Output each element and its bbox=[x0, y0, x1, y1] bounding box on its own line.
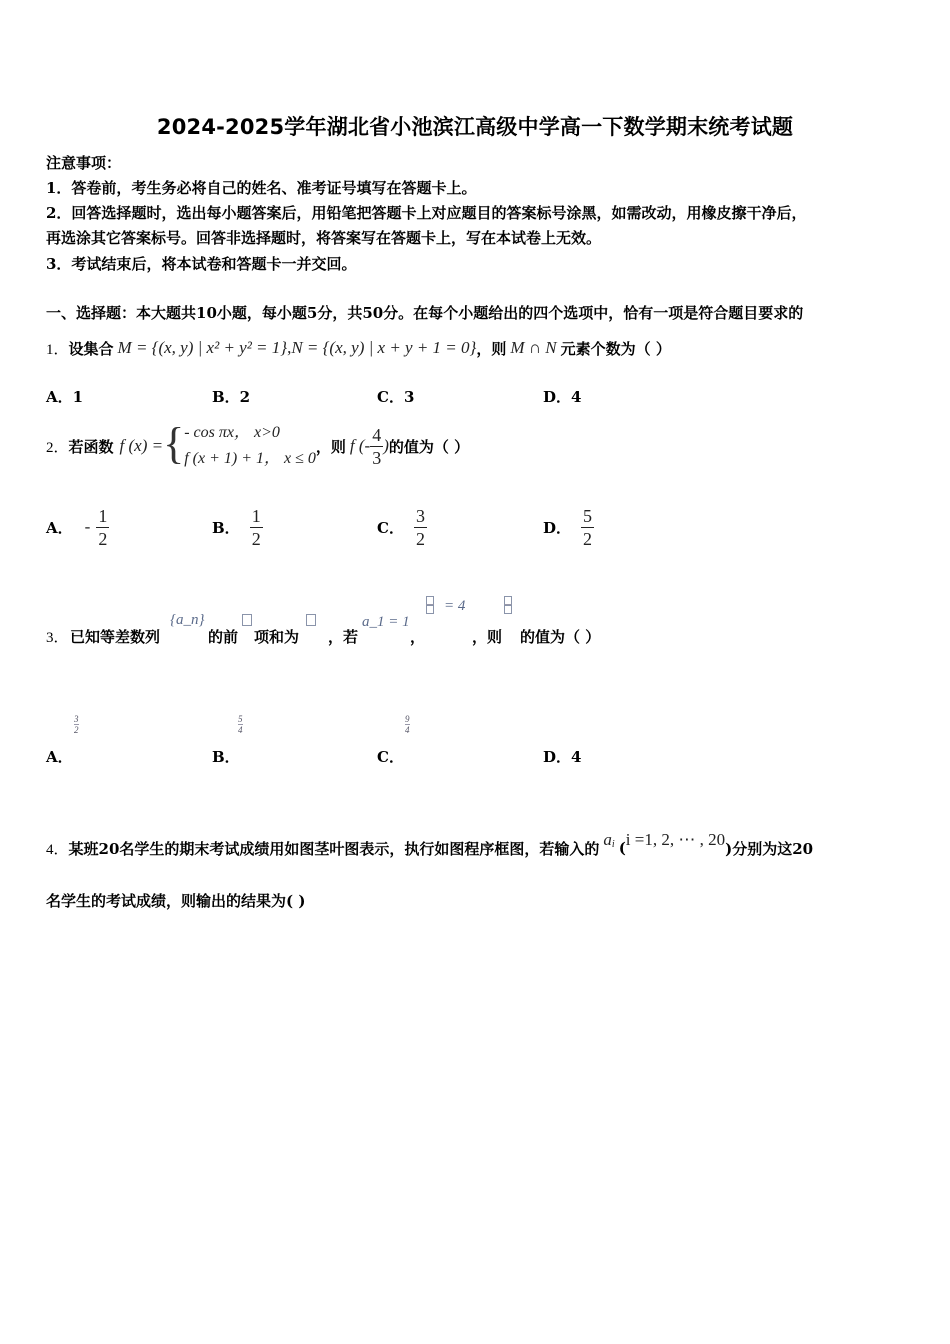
q3-condition-1: a_1 = 1 bbox=[362, 614, 410, 630]
q2-arg-post: ) bbox=[383, 436, 389, 455]
q3-target-fraction bbox=[504, 596, 512, 618]
q3-option-b-den: 4 bbox=[238, 725, 243, 735]
notice-item-2a: 2．回答选择题时，选出每小题答案后，用铅笔把答题卡上对应题目的答案标号涂黑，如需改动，用橡皮擦干净后， bbox=[46, 204, 807, 222]
q2-stem-c: 的值为（ ） bbox=[388, 437, 470, 456]
q2-option-b bbox=[212, 502, 263, 552]
q1-comma: , bbox=[287, 338, 292, 357]
q2-option-c-label: C． bbox=[377, 518, 404, 537]
q3-ratio-equals: = 4 bbox=[444, 598, 466, 614]
q1-stem-b: ，则 bbox=[476, 339, 507, 358]
q1-option-c: C．3 bbox=[377, 388, 415, 406]
q3-option-b-num: 5 bbox=[238, 714, 243, 724]
q3-n-placeholder bbox=[242, 614, 252, 626]
q3-sn-placeholder bbox=[306, 614, 316, 626]
q1-stem-c: 元素个数为（ ） bbox=[560, 339, 671, 358]
q1-set-n: N = {(x, y) | x + y + 1 = 0} bbox=[291, 338, 477, 357]
q2-option-a-den: 2 bbox=[98, 528, 108, 549]
page-title: 2024-2025学年湖北省小池滨江高级中学高一下数学期末统考试题 bbox=[156, 115, 794, 139]
q2-option-d-num: 5 bbox=[583, 505, 593, 526]
q2-case-2: f (x + 1) + 1， x ≤ 0 bbox=[184, 450, 316, 467]
q3-option-c-label: C． bbox=[377, 748, 404, 766]
q2-option-a-fraction bbox=[96, 505, 109, 550]
q2-arg-num: 4 bbox=[372, 424, 382, 445]
q2-stem-b: ，则 bbox=[315, 437, 346, 456]
notice-heading: 注意事项： bbox=[46, 154, 122, 172]
question-4 bbox=[46, 828, 813, 868]
q2-arg-pre: f (- bbox=[349, 436, 371, 455]
q2-option-c-den: 2 bbox=[415, 528, 425, 549]
q3-option-b-fraction bbox=[238, 714, 243, 735]
q2-option-d-den: 2 bbox=[583, 528, 593, 549]
q2-cases bbox=[184, 420, 316, 472]
q3-stem-d: ，若 bbox=[328, 628, 359, 646]
q2-fx: f (x) = bbox=[119, 436, 164, 455]
q1-option-a: A．1 bbox=[46, 388, 84, 406]
q1-option-d: D．4 bbox=[543, 388, 582, 406]
q3-number: 3． bbox=[46, 630, 69, 646]
q2-option-b-label: B． bbox=[212, 518, 240, 537]
q1-set-m: M = {(x, y) | x² + y² = 1} bbox=[117, 338, 288, 357]
q3-option-a bbox=[46, 714, 86, 764]
q2-stem-a: 若函数 bbox=[68, 437, 114, 456]
q3-ratio-fraction bbox=[426, 596, 434, 618]
q3-stem-c: 项和为 bbox=[254, 628, 300, 646]
q3-option-a-label: A． bbox=[46, 748, 73, 766]
q3-option-d: D．4 bbox=[543, 748, 582, 766]
q2-arg-den: 3 bbox=[372, 447, 382, 468]
q2-option-a-neg: - bbox=[84, 517, 91, 536]
question-2 bbox=[46, 416, 469, 476]
q2-option-b-den: 2 bbox=[251, 528, 261, 549]
q4-stem-a: 某班20名学生的期末考试成绩用如图茎叶图表示，执行如图程序框图，若输入的 bbox=[68, 839, 600, 858]
q2-option-a bbox=[46, 502, 109, 552]
q2-option-b-num: 1 bbox=[251, 505, 261, 526]
q3-stem-e: ，则 bbox=[472, 628, 503, 646]
question-1 bbox=[46, 328, 671, 368]
q2-case-1: - cos πx， x>0 bbox=[184, 424, 280, 441]
q3-stem-a: 已知等差数列 bbox=[70, 628, 161, 646]
q3-option-a-den: 2 bbox=[74, 725, 79, 735]
q1-number: 1． bbox=[46, 341, 69, 358]
q4-ai: a bbox=[603, 830, 612, 849]
q4-sub-i: i bbox=[611, 838, 615, 850]
q4-range: i =1, 2, ⋯ , 20 bbox=[625, 830, 726, 849]
q2-option-d bbox=[543, 502, 594, 552]
q3-stem-b: 的前 bbox=[208, 628, 239, 646]
q3-option-c-num: 9 bbox=[405, 714, 410, 724]
notice-item-1: 1．答卷前，考生务必将自己的姓名、准考证号填写在答题卡上。 bbox=[46, 179, 477, 197]
q2-option-d-label: D． bbox=[543, 518, 572, 537]
q3-comma: ， bbox=[410, 628, 426, 646]
q3-option-a-fraction bbox=[74, 714, 79, 735]
q1-stem-a: 设集合 bbox=[68, 339, 114, 358]
q2-option-c-fraction bbox=[414, 505, 427, 550]
q2-option-a-num: 1 bbox=[98, 505, 108, 526]
q4-stem-b: )分别为这20 bbox=[725, 839, 814, 858]
q3-sequence: {a_n} bbox=[170, 612, 205, 628]
q2-option-c-num: 3 bbox=[415, 505, 425, 526]
notice-item-3: 3．考试结束后，将本试卷和答题卡一并交回。 bbox=[46, 255, 357, 273]
q2-brace: { bbox=[163, 418, 185, 468]
q1-intersection: M ∩ N bbox=[510, 338, 557, 357]
q3-option-b-label: B． bbox=[212, 748, 240, 766]
q4-paren-open: ( bbox=[618, 839, 626, 857]
q2-option-b-fraction bbox=[250, 505, 263, 550]
q4-number: 4． bbox=[46, 841, 69, 858]
q3-option-c bbox=[377, 714, 417, 764]
q2-option-a-label: A． bbox=[46, 518, 73, 537]
q1-option-b: B．2 bbox=[212, 388, 251, 406]
question-3 bbox=[46, 596, 926, 656]
q2-option-c bbox=[377, 502, 427, 552]
q3-option-c-den: 4 bbox=[405, 725, 410, 735]
q2-option-d-fraction bbox=[581, 505, 594, 550]
q2-number: 2． bbox=[46, 439, 69, 456]
q4-stem-line-2: 名学生的考试成绩，则输出的结果为( ) bbox=[46, 892, 306, 910]
q3-option-a-num: 3 bbox=[74, 714, 79, 724]
q2-arg-fraction bbox=[370, 424, 383, 469]
q3-option-c-fraction bbox=[405, 714, 410, 735]
section-heading: 一、选择题：本大题共10小题，每小题5分，共50分。在每个小题给出的四个选项中，恰有一项是符合题目要求的 bbox=[46, 304, 804, 322]
q3-option-b bbox=[212, 714, 252, 764]
q3-stem-f: 的值为（ ） bbox=[520, 628, 601, 646]
notice-item-2b: 再选涂其它答案标号。回答非选择题时，将答案写在答题卡上，写在本试卷上无效。 bbox=[46, 229, 602, 247]
